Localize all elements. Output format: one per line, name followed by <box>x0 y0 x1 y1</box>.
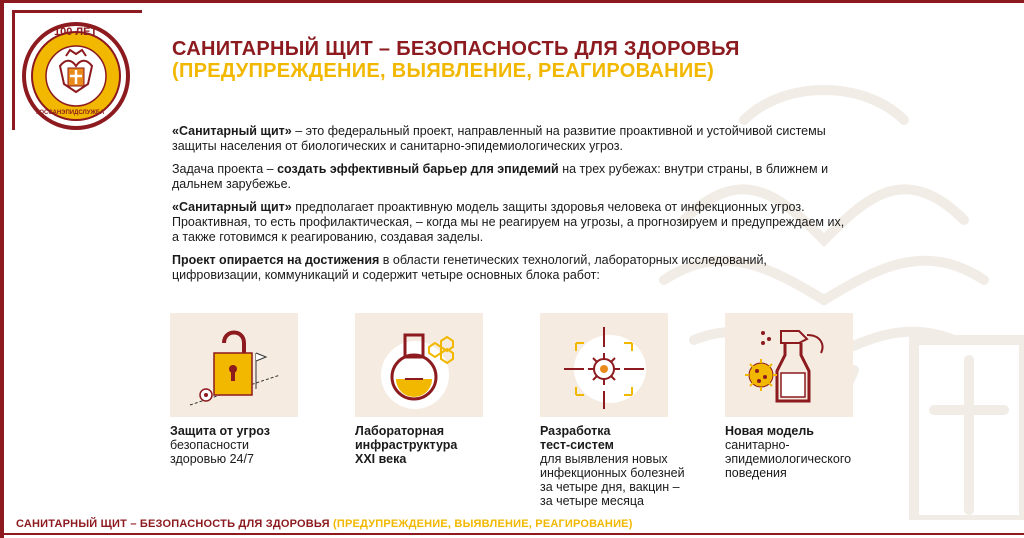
paragraph-3 <box>172 200 852 245</box>
block-title: Лабораторная инфраструктура XXI века <box>355 424 458 466</box>
paragraph-1-bold: «Санитарный щит» <box>172 124 292 138</box>
title-line-1: САНИТАРНЫЙ ЩИТ – БЕЗОПАСНОСТЬ ДЛЯ ЗДОРОВЬЯ <box>172 38 740 60</box>
paragraph-4 <box>172 253 852 283</box>
block-desc: для выявления новых инфекционных болезней за четыре дня, вакцин – за четыре месяца <box>540 452 685 508</box>
corner-frame-h <box>12 10 142 13</box>
paragraph-3-bold: «Санитарный щит» <box>172 200 292 214</box>
block-caption-test-systems <box>540 424 700 508</box>
block-card-protection <box>170 313 298 417</box>
block-caption-laboratory <box>355 424 475 466</box>
footer-line <box>4 533 1024 535</box>
block-desc: безопасности здоровью 24/7 <box>170 438 254 466</box>
block-caption-behavior <box>725 424 865 480</box>
block-caption-protection <box>170 424 320 466</box>
paragraph-3-text: предполагает проактивную модель защиты здоровья человека от инфекционных угроз. Проактивная, то есть профилактическая, – когда мы не реагируем на угрозы, а прогнозируем и предупреждаем их, а также готовимся к реагированию, создавая заделы. <box>172 200 845 244</box>
spray-disinfection-icon <box>725 313 853 417</box>
paragraph-2-bold: создать эффективный барьер для эпидемий <box>277 162 559 176</box>
footer-title <box>16 518 633 530</box>
title-line-2: (ПРЕДУПРЕЖДЕНИЕ, ВЫЯВЛЕНИЕ, РЕАГИРОВАНИЕ) <box>172 60 715 82</box>
left-border <box>0 0 4 538</box>
paragraph-2-pre: Задача проекта – <box>172 162 278 176</box>
description <box>172 124 852 291</box>
block-card-laboratory <box>355 313 483 417</box>
padlock-virus-icon <box>170 313 298 417</box>
page-title <box>172 38 740 82</box>
emblem-top-text: 100 ЛЕТ <box>54 26 98 38</box>
block-title: Защита от угроз <box>170 424 270 438</box>
paragraph-1-text: – это федеральный проект, направленный на развитие проактивной и устойчивой системы защиты населения от биологических и санитарно-эпидемиологических угроз. <box>172 124 826 153</box>
footer-part-2: (ПРЕДУПРЕЖДЕНИЕ, ВЫЯВЛЕНИЕ, РЕАГИРОВАНИЕ) <box>332 518 633 530</box>
paragraph-1 <box>172 124 852 154</box>
lab-flask-icon <box>355 313 483 417</box>
block-title: Новая модель <box>725 424 814 438</box>
paragraph-4-text: в области генетических технологий, лабораторных исследований, цифровизации, коммуникаций и содержит четыре основных блока работ: <box>172 253 767 282</box>
corner-frame-v <box>12 10 15 130</box>
block-title: Разработка тест-систем <box>540 424 614 452</box>
block-card-behavior <box>725 313 853 417</box>
paragraph-4-bold: Проект опирается на достижения <box>172 253 380 267</box>
footer-part-1: САНИТАРНЫЙ ЩИТ – БЕЗОПАСНОСТЬ ДЛЯ ЗДОРОВЬЯ <box>16 518 333 530</box>
block-card-test-systems <box>540 313 668 417</box>
top-border <box>0 0 1024 3</box>
paragraph-2-text: на трех рубежах: внутри страны, в ближнем и дальнем зарубежье. <box>172 162 829 191</box>
paragraph-2 <box>172 162 852 192</box>
target-virus-icon <box>540 313 668 417</box>
block-desc: санитарно-эпидемиологического поведения <box>725 438 852 480</box>
emblem-bottom-text: ГОССАНЭПИДСЛУЖБА <box>36 110 105 116</box>
